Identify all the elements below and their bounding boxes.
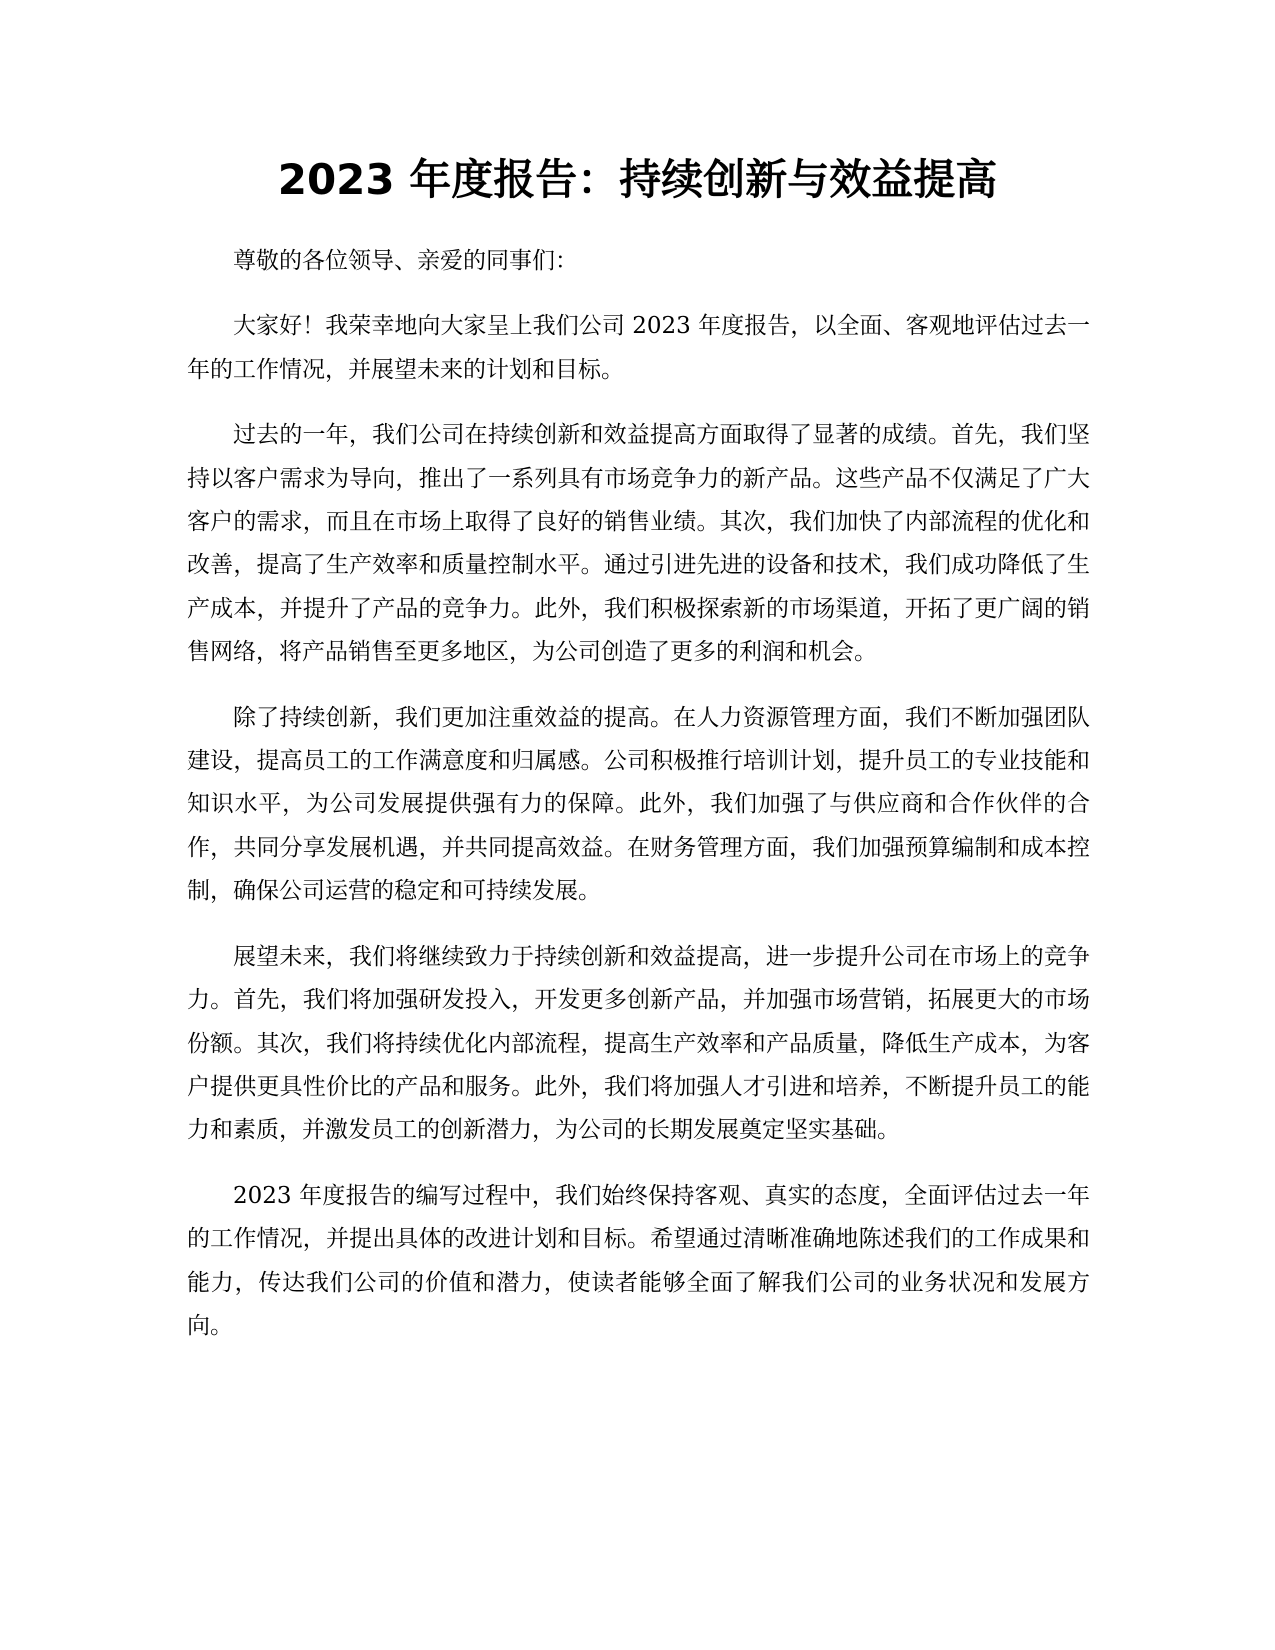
closing-paragraph: 2023 年度报告的编写过程中，我们始终保持客观、真实的态度，全面评估过去一年的工作情况，并提出具体的改进计划和目标。希望通过清晰准确地陈述我们的工作成果和能力，传达我们公司的价值和潜力，使读者能够全面了解我们公司的业务状况和发展方向。 bbox=[187, 1182, 1090, 1339]
document-title: 2023 年度报告：持续创新与效益提高 bbox=[277, 155, 998, 204]
outlook-paragraph: 展望未来，我们将继续致力于持续创新和效益提高，进一步提升公司在市场上的竞争力。首先，我们将加强研发投入，开发更多创新产品，并加强市场营销，拓展更大的市场份额。其次，我们将持续优化内部流程，提高生产效率和产品质量，降低生产成本，为客户提供更具性价比的产品和服务。此外，我们将加强人才引进和培养，不断提升员工的能力和素质，并激发员工的创新潜力，为公司的长期发展奠定坚实基础。 bbox=[187, 943, 1090, 1144]
intro-paragraph: 大家好！我荣幸地向大家呈上我们公司 2023 年度报告，以全面、客观地评估过去一年的工作情况，并展望未来的计划和目标。 bbox=[187, 313, 1090, 383]
salutation-paragraph: 尊敬的各位领导、亲爱的同事们： bbox=[233, 248, 578, 274]
document-body bbox=[187, 240, 1090, 1370]
achievements-paragraph: 过去的一年，我们公司在持续创新和效益提高方面取得了显著的成绩。首先，我们坚持以客户需求为导向，推出了一系列具有市场竞争力的新产品。这些产品不仅满足了广大客户的需求，而且在市场上取得了良好的销售业绩。其次，我们加快了内部流程的优化和改善，提高了生产效率和质量控制水平。通过引进先进的设备和技术，我们成功降低了生产成本，并提升了产品的竞争力。此外，我们积极探索新的市场渠道，开拓了更广阔的销售网络，将产品销售至更多地区，为公司创造了更多的利润和机会。 bbox=[187, 422, 1090, 666]
efficiency-paragraph: 除了持续创新，我们更加注重效益的提高。在人力资源管理方面，我们不断加强团队建设，提高员工的工作满意度和归属感。公司积极推行培训计划，提升员工的专业技能和知识水平，为公司发展提供强有力的保障。此外，我们加强了与供应商和合作伙伴的合作，共同分享发展机遇，并共同提高效益。在财务管理方面，我们加强预算编制和成本控制，确保公司运营的稳定和可持续发展。 bbox=[187, 704, 1090, 905]
